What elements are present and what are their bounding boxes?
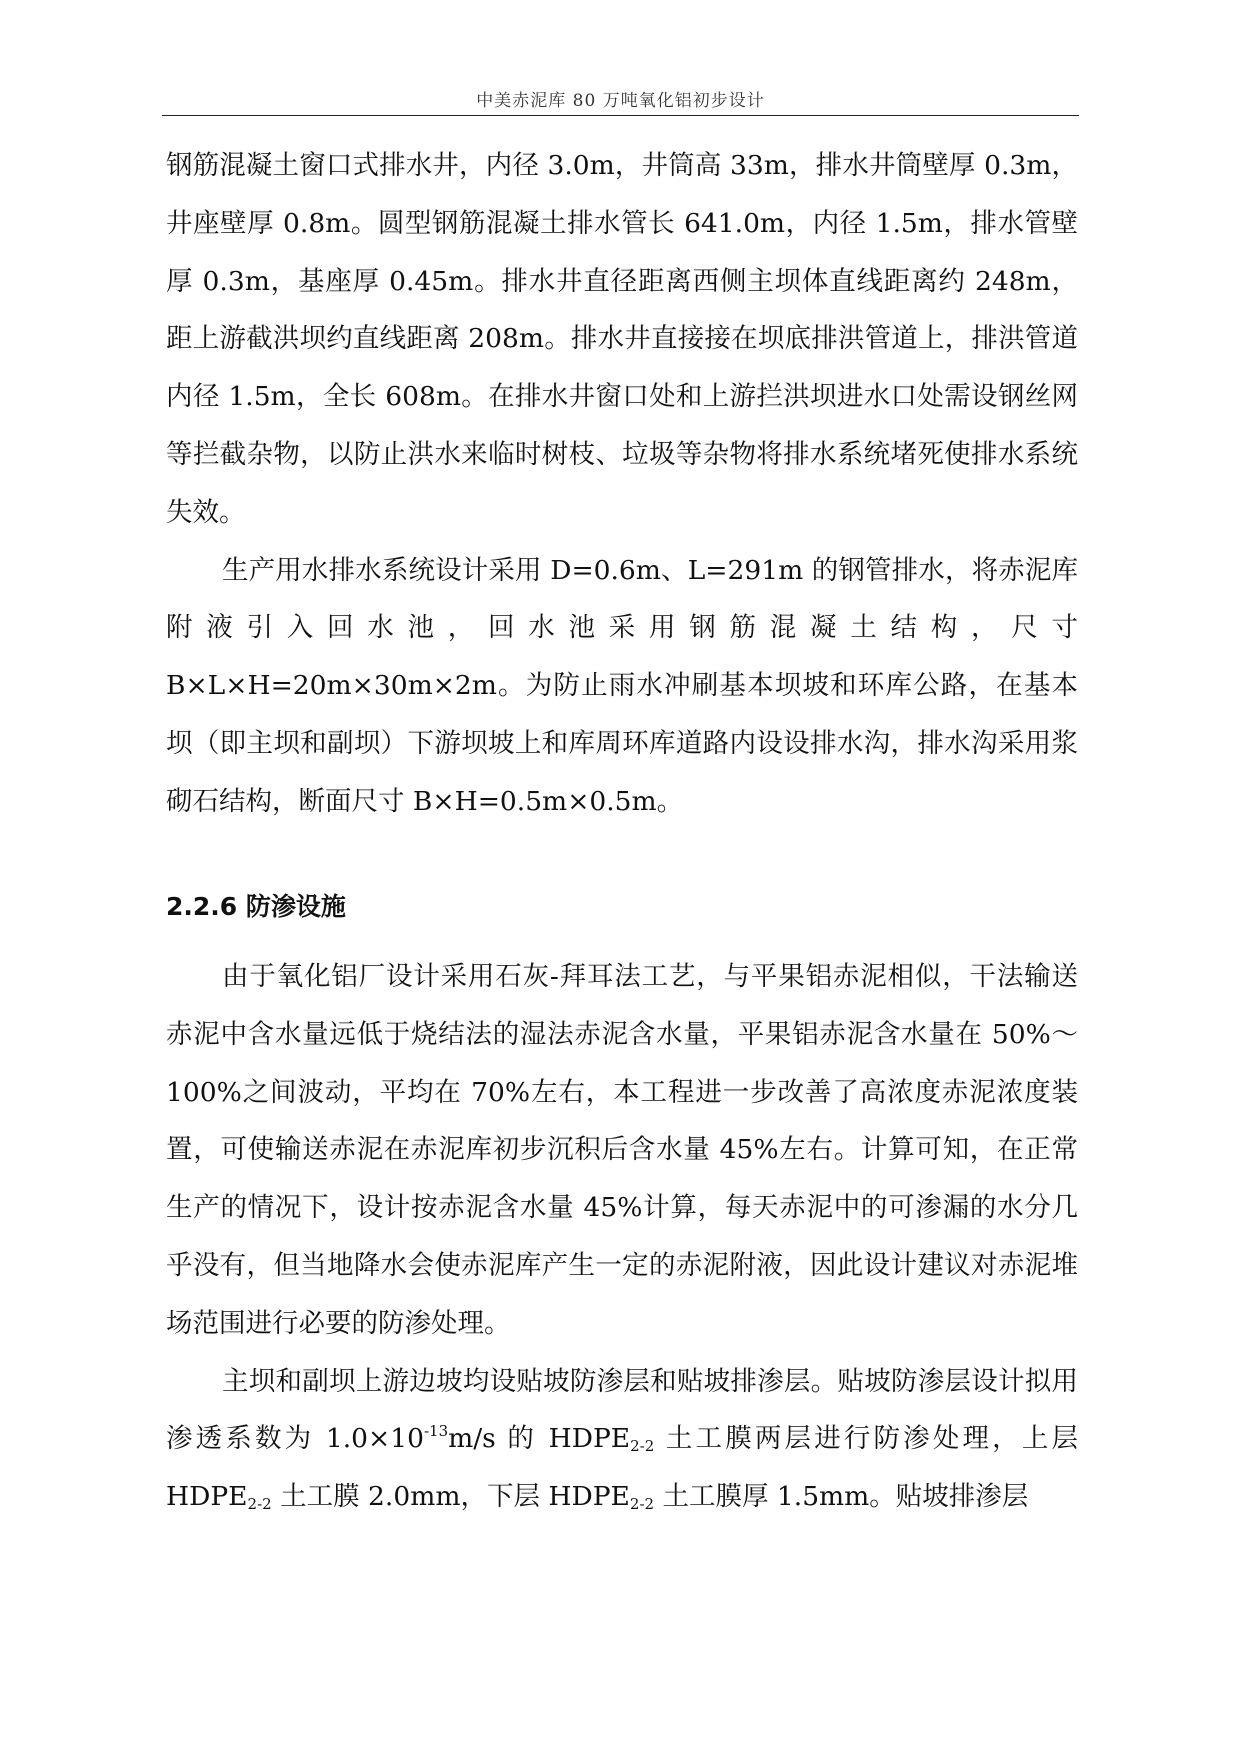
paragraph-drainage-well: 钢筋混凝土窗口式排水井，内径 3.0m，井筒高 33m，排水井筒壁厚 0.3m，井座壁厚 0.8m。圆型钢筋混凝土排水管长 641.0m，内径 1.5m，排水管壁厚 0.3m，基座厚 0.45m。排水井直径距离西侧主坝体直线距离约 248m，距上游截洪坝约直线距离 208m。排水井直接接在坝底排洪管道上，排洪管道内径 1.5m，全长 608m。在排水井窗口处和上游拦洪坝进水口处需设钢丝网等拦截杂物，以防止洪水来临时树枝、垃圾等杂物将排水系统堵死使排水系统失效。 — [166, 150, 1078, 528]
section-drainage-text — [166, 137, 1078, 831]
text-run: 土工膜两层进行防渗处理，上层 HDPE — [166, 1423, 1078, 1513]
header-rule — [162, 115, 1079, 116]
section-seepage-text — [166, 948, 1078, 1526]
text-run: m/s 的 HDPE — [448, 1423, 631, 1455]
paragraph-production-water: 生产用水排水系统设计采用 D=0.6m、L=291m 的钢管排水，将赤泥库附液引入回水池，回水池采用钢筋混凝土结构，尺寸 B×L×H=20m×30m×2m。为防止雨水冲刷基本坝坡和环库公路，在基本坝（即主坝和副坝）下游坝坡上和库周环库道路内设设排水沟，排水沟采用浆砌石结构，断面尺寸 B×H=0.5m×0.5m。 — [166, 554, 1078, 817]
paragraph-seepage-layers — [166, 1353, 1078, 1526]
superscript-exponent: -13 — [423, 1422, 449, 1441]
running-header: 中美赤泥库 80 万吨氧化铝初步设计 — [476, 91, 765, 111]
subscript-grade: 2-2 — [630, 1437, 655, 1456]
text-run: 主坝和副坝上游边坡均设贴坡防渗层和贴坡排渗层。贴坡防渗层设计拟用渗透系数为 1.0×10 — [166, 1365, 1078, 1455]
subscript-grade: 2-2 — [247, 1495, 272, 1514]
text-run: 土工膜 2.0mm，下层 HDPE — [271, 1481, 630, 1513]
section-heading: 2.2.6 防渗设施 — [166, 892, 346, 921]
paragraph-seepage-intro: 由于氧化铝厂设计采用石灰-拜耳法工艺，与平果铝赤泥相似，干法输送赤泥中含水量远低于烧结法的湿法赤泥含水量，平果铝赤泥含水量在 50%～100%之间波动，平均在 70%左右，本工程进一步改善了高浓度赤泥浓度装置，可使输送赤泥在赤泥库初步沉积后含水量 45%左右。计算可知，在正常生产的情况下，设计按赤泥含水量 45%计算，每天赤泥中的可渗漏的水分几乎没有，但当地降水会使赤泥库产生一定的赤泥附液，因此设计建议对赤泥堆场范围进行必要的防渗处理。 — [166, 961, 1078, 1339]
subscript-grade: 2-2 — [629, 1495, 655, 1514]
text-run: 土工膜厚 1.5mm。贴坡排渗层 — [654, 1481, 1029, 1513]
